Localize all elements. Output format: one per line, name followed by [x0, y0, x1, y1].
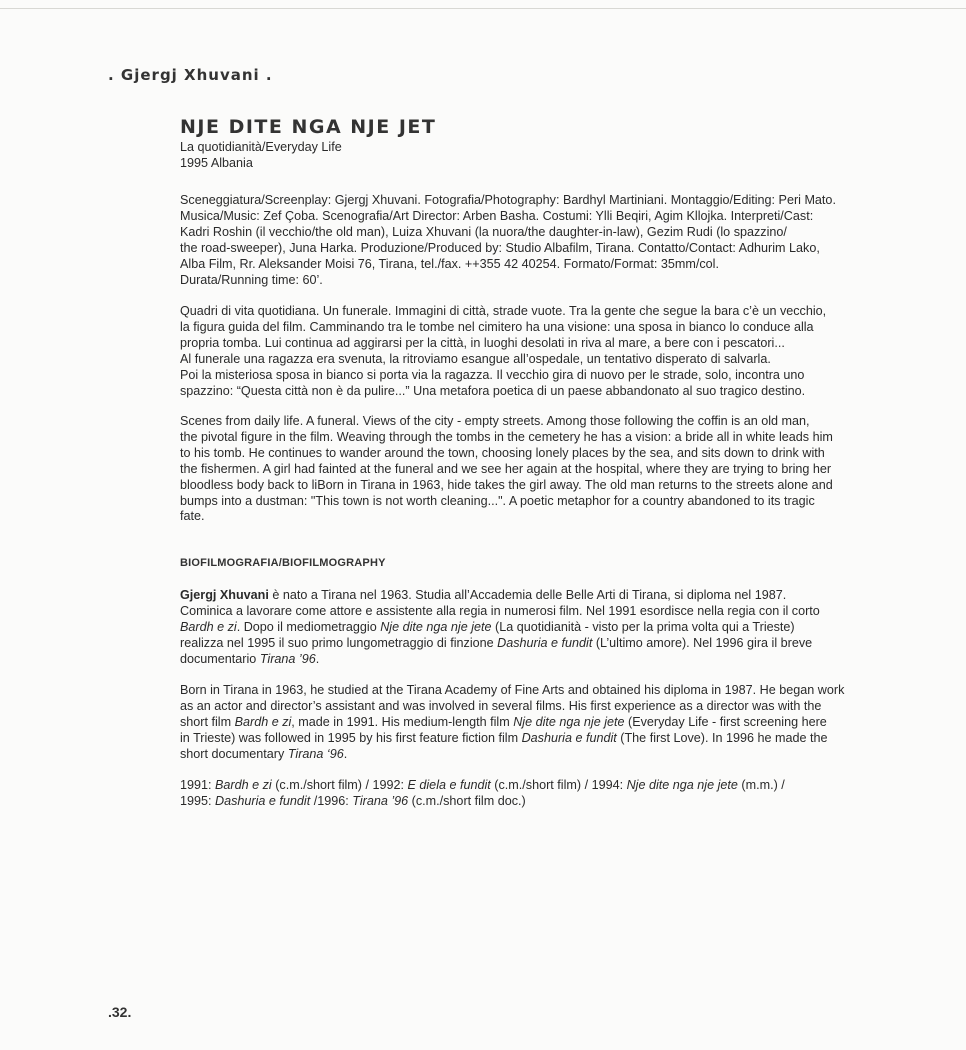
- bio-en-line: short documentary Tirana ‘96.: [180, 746, 348, 761]
- credits-line: Kadri Roshin (il vecchio/the old man), Luiza Xhuvani (la nuora/the daughter-in-law), Gezim Rudi (lo spazzino/: [180, 224, 787, 239]
- film-title-ref: Dashuria e fundit: [497, 635, 593, 650]
- film-title-ref: Tirana ’96: [259, 651, 316, 666]
- synopsis-english: [180, 414, 880, 525]
- film-subtitle: La quotidianità/Everyday Life: [180, 140, 342, 154]
- bio-it-line: Gjergj Xhuvani è nato a Tirana nel 1963. Studia all’Accademia delle Belle Arti di Tirana, si diploma nel 1987.: [180, 588, 787, 602]
- synopsis-en-line: bloodless body back to liBorn in Tirana in 1963, hide takes the girl away. The old man returns to the streets alone and: [180, 477, 833, 492]
- filmography-line: 1991: Bardh e zi (c.m./short film) / 1992: E diela e fundit (c.m./short film) / 1994: Nje dite nga nje jete (m.m.) /: [180, 778, 785, 792]
- credits-line: Alba Film, Rr. Aleksander Moisi 76, Tirana, tel./fax. ++355 42 40254. Formato/Format: 35mm/col.: [180, 256, 719, 271]
- film-title-ref: Nje dite nga nje jete: [626, 778, 738, 792]
- filmography-line: 1995: Dashuria e fundit /1996: Tirana ’96 (c.m./short film doc.): [180, 793, 526, 808]
- synopsis-italian: [180, 304, 880, 399]
- credits-line: Durata/Running time: 60’.: [180, 272, 323, 287]
- film-title-ref: Nje dite nga nje jete: [513, 714, 625, 729]
- credits-paragraph: [180, 193, 880, 288]
- synopsis-en-line: the fishermen. A girl had fainted at the funeral and we see her again at the hospital, where they are trying to bring her: [180, 461, 832, 476]
- bio-it-line: realizza nel 1995 il suo primo lungometraggio di finzione Dashuria e fundit (L’ultimo amore). Nel 1996 gira il breve: [180, 635, 813, 650]
- synopsis-it-line: Poi la misteriosa sposa in bianco si porta via la ragazza. Il vecchio gira di nuovo per le strade, solo, incontra uno: [180, 367, 805, 382]
- synopsis-en-line: Scenes from daily life. A funeral. Views of the city - empty streets. Among those following the coffin is an old man,: [180, 414, 810, 428]
- bio-italian: [180, 588, 880, 668]
- film-title-ref: Bardh e zi: [234, 714, 292, 729]
- synopsis-it-line: spazzino: “Questa città non è da pulire...” Una metafora poetica di un paese abbandonato al suo tragico destino.: [180, 383, 806, 398]
- film-title-ref: Dashuria e fundit: [521, 730, 617, 745]
- bio-english: [180, 683, 880, 763]
- film-title-ref: E diela e fundit: [407, 778, 491, 792]
- bio-it-line: Cominica a lavorare come attore e assistente alla regia in numerosi film. Nel 1991 esordisce nella regia con il corto: [180, 603, 820, 618]
- synopsis-it-line: Al funerale una ragazza era svenuta, la ritroviamo esangue all’ospedale, un tentativo disperato di salvarla.: [180, 351, 771, 366]
- synopsis-en-line: to his tomb. He continues to wander around the town, choosing lonely places by the sea, and sits down to drink with: [180, 445, 825, 460]
- film-title-ref: Bardh e zi: [215, 778, 272, 792]
- section-heading-biofilmography: BIOFILMOGRAFIA/BIOFILMOGRAPHY: [180, 557, 386, 569]
- bio-it-line: Bardh e zi. Dopo il mediometraggio Nje dite nga nje jete (La quotidianità - visto per la prima volta qui a Trieste): [180, 619, 795, 634]
- filmography-list: [180, 778, 880, 810]
- film-title-ref: Bardh e zi: [180, 619, 237, 634]
- film-title-ref: Tirana ’96: [352, 793, 409, 808]
- bio-en-line: short film Bardh e zi, made in 1991. His medium-length film Nje dite nga nje jete (Everyday Life - first screening here: [180, 714, 827, 729]
- bio-it-line: documentario Tirana ’96.: [180, 651, 320, 666]
- bio-en-line: Born in Tirana in 1963, he studied at the Tirana Academy of Fine Arts and obtained his diploma in 1987. He began work: [180, 683, 845, 697]
- credits-line: the road-sweeper), Juna Harka. Produzione/Produced by: Studio Albafilm, Tirana. Contatto/Contact: Adhurim Lako,: [180, 240, 820, 255]
- bio-en-line: as an actor and director’s assistant and was involved in several films. His first experience as a director was with the: [180, 698, 822, 713]
- film-subtitle-block: [180, 139, 342, 171]
- bio-en-line: in Trieste) was followed in 1995 by his first feature fiction film Dashuria e fundit (The first Love). In 1996 he made the: [180, 730, 828, 745]
- director-header: . Gjergj Xhuvani .: [108, 66, 273, 84]
- film-title-ref: Tirana ‘96: [287, 746, 344, 761]
- synopsis-en-line: the pivotal figure in the film. Weaving through the tombs in the cemetery he has a vision: a bride all in white leads him: [180, 429, 833, 444]
- page-number: .32.: [108, 1004, 132, 1020]
- synopsis-it-line: propria tomba. Lui continua ad aggirarsi per la città, in luoghi desolati in riva al mare, a bere con i pescatori...: [180, 335, 785, 350]
- credits-line: Sceneggiatura/Screenplay: Gjergj Xhuvani. Fotografia/Photography: Bardhyl Martiniani. Montaggio/Editing: Peri Mato.: [180, 193, 836, 207]
- synopsis-en-line: fate.: [180, 509, 205, 524]
- director-name: Gjergj Xhuvani: [180, 588, 269, 602]
- top-rule: [0, 8, 966, 9]
- synopsis-it-line: Quadri di vita quotidiana. Un funerale. Immagini di città, strade vuote. Tra la gente che segue la bara c’è un vecchio,: [180, 304, 827, 318]
- synopsis-en-line: bumps into a dustman: "This town is not worth cleaning...". A poetic metaphor for a country abandoned to its tragic: [180, 493, 815, 508]
- credits-line: Musica/Music: Zef Çoba. Scenografia/Art Director: Arben Basha. Costumi: Ylli Beqiri, Agim Kllojka. Interpreti/Cast:: [180, 208, 814, 223]
- film-title-ref: Dashuria e fundit: [215, 793, 311, 808]
- film-year-country: 1995 Albania: [180, 156, 253, 170]
- synopsis-it-line: la figura guida del film. Camminando tra le tombe nel cimitero ha una visione: una sposa in bianco lo conduce alla: [180, 319, 814, 334]
- film-title: NJE DITE NGA NJE JET: [180, 116, 437, 138]
- film-title-ref: Nje dite nga nje jete: [380, 619, 492, 634]
